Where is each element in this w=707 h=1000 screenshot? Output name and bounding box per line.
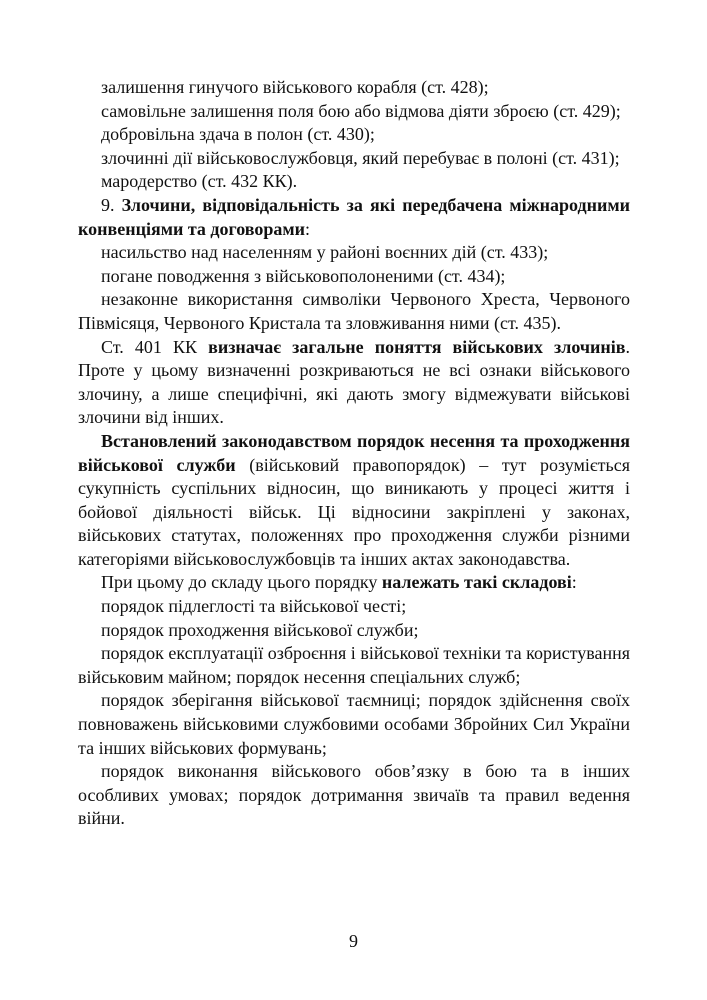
text-segment: порядок виконання військового обов’язку в бою та в інших особливих умовах; порядок дотримання звичаїв та правил ведення війни.: [78, 761, 630, 829]
paragraph-16: [78, 689, 630, 760]
text-segment: порядок підлеглості та військової честі;: [101, 596, 407, 617]
text-segment: . Проте у цьому визначенні розкриваються не всі ознаки військового злочину, а лише специфічні, які дають змогу відмежувати військові злочини від інших.: [78, 336, 630, 428]
paragraph-9: [78, 288, 630, 335]
text-segment: добровільна здача в полон (ст. 430);: [101, 124, 375, 145]
text-segment: порядок експлуатації озброєння і військової техніки та користування військовим майном; порядок несення спеціальних служб;: [78, 643, 630, 687]
text-segment: Ст. 401 КК: [101, 336, 209, 357]
paragraph-2: [78, 100, 630, 124]
bold-segment: належать такі складові: [381, 572, 572, 593]
text-segment: злочинні дії військовослужбовця, який перебуває в полоні (ст. 431);: [101, 147, 620, 168]
page-number: 9: [349, 931, 358, 951]
text-segment: погане поводження з військовополоненими (ст. 434);: [101, 265, 506, 286]
text-segment: :: [305, 218, 311, 239]
paragraph-1: [78, 76, 630, 100]
text-segment: мародерство (ст. 432 КК).: [101, 171, 298, 192]
text-segment: (військовий правопорядок) – тут розуміється сукупність суспільних відносин, що виникають у процесі життя і бойової діяльності військ. Ці відносини закріплені у законах, військових статутах, положеннях про проходження служби різними категоріями військовослужбовців та інших актах законодавства.: [78, 454, 630, 569]
page-body: [78, 76, 630, 831]
text-segment: :: [571, 572, 577, 593]
paragraph-5: [78, 170, 630, 194]
text-segment: порядок зберігання військової таємниці; порядок здійснення своїх повноважень військовими службовими особами Збройних Сил України та інших військових формувань;: [78, 690, 630, 758]
text-segment: 9.: [101, 194, 122, 215]
paragraph-12: [78, 571, 630, 595]
paragraph-10: [78, 336, 630, 430]
paragraph-4: [78, 147, 630, 171]
paragraph-6-heading: [78, 194, 630, 241]
bold-segment: визначає загальне поняття військових злочинів: [208, 336, 626, 357]
paragraph-8: [78, 265, 630, 289]
text-segment: порядок проходження військової служби;: [101, 619, 419, 640]
text-segment: самовільне залишення поля бою або відмова діяти зброєю (ст. 429);: [101, 100, 621, 121]
paragraph-17: [78, 760, 630, 831]
text-segment: залишення гинучого військового корабля (ст. 428);: [101, 77, 489, 97]
bold-segment: Злочини, відповідальність за які передбачена міжнародними конвенціями та договорами: [78, 194, 630, 239]
paragraph-15: [78, 642, 630, 689]
paragraph-13: [78, 595, 630, 619]
text-segment: насильство над населенням у районі воєнних дій (ст. 433);: [101, 242, 549, 263]
paragraph-3: [78, 123, 630, 147]
bold-segment: Встановлений законодавством порядок несення та проходження військової служби: [78, 430, 630, 475]
paragraph-11: [78, 430, 630, 572]
paragraph-7: [78, 241, 630, 265]
text-segment: При цьому до складу цього порядку: [101, 572, 382, 593]
text-segment: незаконне використання символіки Червоного Хреста, Червоного Півмісяця, Червоного Кристала та зловживання ними (ст. 435).: [78, 289, 630, 333]
paragraph-14: [78, 619, 630, 643]
